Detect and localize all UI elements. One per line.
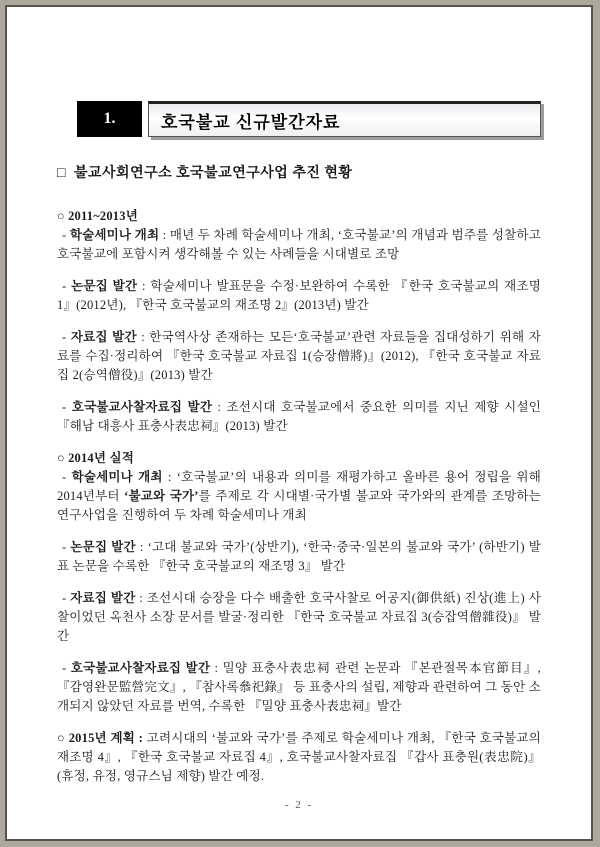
chapter-title: 호국불교 신규발간자료 — [161, 112, 341, 132]
section-title: 불교사회연구소 호국불교연구사업 추진 현황 — [73, 166, 353, 181]
section-heading — [57, 162, 541, 182]
circle-bullet-icon: ○ — [57, 451, 69, 465]
item-temple-sourcebook-2014: - 호국불교사찰자료집 발간 : 밀양 표충사表忠祠 관련 논문과 『본관절목本官節目』, 『감영완문監營完文』, 『참사록叅祀錄』 등 표충사의 설립, 제향과 관련하여 그 동안 소개되지 않았던 자료를 번역, 수록한 『밀양 표충사表忠祠』발간 — [57, 661, 541, 713]
circle-bullet-icon: ○ — [57, 209, 69, 223]
year-heading-2011-2013: ○ 2011~2013년 — [57, 209, 138, 223]
chapter-number-box — [77, 101, 142, 137]
item-seminar-2014: - 학술세미나 개최 : ‘호국불교’의 내용과 의미를 재평가하고 올바른 용어 정립을 위해 2014년부터 ‘불교와 국가’를 주제로 각 시대별·국가별 불교와 국가와의 관계를 조망하는 연구사업을 진행하여 두 차례 학술세미나 개최 — [57, 470, 542, 522]
chapter-header — [77, 101, 541, 137]
item-papers-2014: - 논문집 발간 : ‘고대 불교와 국가’(상반기), ‘한국·중국·일본의 불교와 국가’ (하반기) 발표 논문을 수록한 『한국 호국불교의 재조명 3』 발간 — [57, 540, 541, 573]
document-page — [5, 5, 593, 841]
square-bullet-icon: □ — [57, 166, 66, 181]
year-plan-2015: ○ 2015년 계획 : 고려시대의 ‘불교와 국가’를 주제로 학술세미나 개최, 『한국 호국불교의 재조명 4』, 『한국 호국불교 자료집 4』, 호국불교사찰자료집 『갑사 표충원(表忠院)』(휴정, 유정, 영규스님 제향) 발간 예정. — [57, 731, 542, 783]
page-number: - 2 - — [284, 799, 314, 811]
item-sourcebook-2014: - 자료집 발간 : 조선시대 승장을 다수 배출한 호국사찰로 어공지(御供紙) 진상(進上) 사찰이었던 옥천사 소장 문서를 발굴·정리한 『한국 호국불교 자료집 3(승잡역僧雜役)』 발간 — [57, 591, 541, 643]
chapter-number: 1. — [103, 110, 116, 127]
year-heading-2014: ○ 2014년 실적 — [57, 451, 135, 465]
chapter-title-box — [148, 101, 541, 137]
item-seminar-2011: - 학술세미나 개최 : 매년 두 차례 학술세미나 개최, ‘호국불교’의 개념과 범주를 성찰하고 호국불교에 포함시켜 생각해볼 수 있는 사례들을 시대별로 조망 — [57, 228, 541, 261]
item-temple-sourcebook-2011: - 호국불교사찰자료집 발간 : 조선시대 호국불교에서 중요한 의미를 지닌 제향 시설인 『해남 대흥사 표충사表忠祠』(2013) 발간 — [57, 400, 541, 433]
document-body — [57, 207, 541, 786]
circle-bullet-icon: ○ — [57, 731, 69, 745]
item-papers-2011: - 논문집 발간 : 학술세미나 발표문을 수정·보완하여 수록한 『한국 호국불교의 재조명 1』(2012년), 『한국 호국불교의 재조명 2』(2013년) 발간 — [57, 279, 541, 312]
item-sourcebook-2011: - 자료집 발간 : 한국역사상 존재하는 모든‘호국불교’관련 자료들을 집대성하기 위해 자료를 수집·정리하여 『한국 호국불교 자료집 1(승장僧將)』(2012), 『한국 호국불교 자료집 2(승역僧役)』(2013) 발간 — [57, 330, 542, 382]
